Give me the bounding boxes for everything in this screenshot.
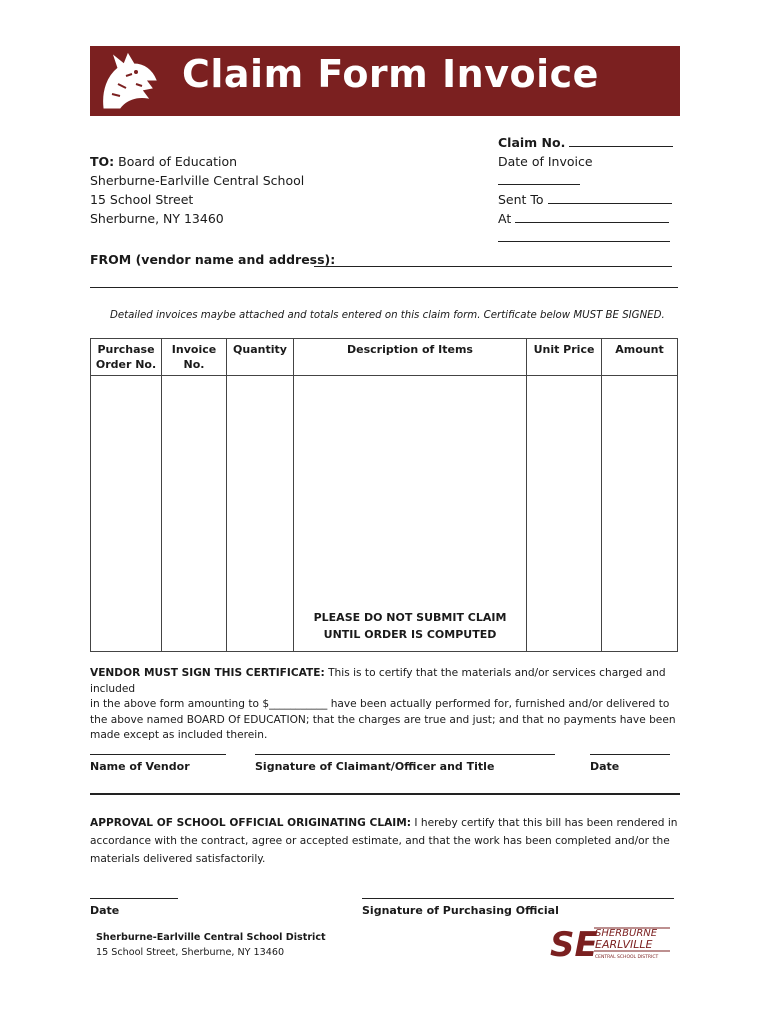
vendor-certificate [90, 666, 680, 744]
claim-block [498, 133, 678, 247]
to-name: Board of Education [114, 154, 238, 169]
sent-to-field[interactable] [548, 191, 672, 204]
to-line2: Sherburne-Earlville Central School [90, 173, 305, 188]
date-of-invoice-field[interactable] [498, 172, 580, 185]
logo-line2: EARLVILLE [595, 938, 653, 951]
from-field-line2[interactable] [90, 287, 678, 288]
to-line4: Sherburne, NY 13460 [90, 211, 224, 226]
vendor-cert-text3: the above named BOARD Of EDUCATION; that the charges are true and just; and that no payments have been [90, 713, 676, 726]
cell-description[interactable] [294, 376, 527, 652]
to-line3: 15 School Street [90, 192, 194, 207]
col-purchase-order: Purchase Order No. [91, 339, 162, 376]
signature-purchasing-label: Signature of Purchasing Official [362, 904, 559, 917]
name-of-vendor-label: Name of Vendor [90, 760, 190, 773]
from-label: FROM (vendor name and address): [90, 252, 336, 267]
vendor-cert-text2: in the above form amounting to $___________ have been actually performed for, furnished and/or delivered to [90, 698, 670, 710]
vendor-date-label: Date [590, 760, 620, 773]
purchasing-signature-line[interactable] [362, 898, 674, 899]
date-of-invoice-label: Date of Invoice [498, 154, 593, 169]
footer-street: 15 School Street, Sherburne, NY 13460 [96, 947, 285, 958]
instruction-text: Detailed invoices maybe attached and totals entered on this claim form. Certificate below MUST BE SIGNED. [110, 310, 665, 321]
to-block [90, 152, 304, 228]
sent-to-label: Sent To [498, 192, 544, 207]
footer-address [96, 930, 326, 960]
signature-claimant-label: Signature of Claimant/Officer and Title [255, 760, 495, 773]
vendor-name-line[interactable] [90, 754, 226, 755]
items-table [90, 338, 678, 652]
se-district-logo-icon [548, 920, 672, 962]
footer-district: Sherburne-Earlville Central School District [96, 932, 326, 943]
claim-no-label: Claim No. [498, 135, 566, 150]
logo-letters: SE [550, 925, 598, 962]
at-label: At [498, 211, 512, 226]
col-description: Description of Items [294, 339, 527, 376]
col-unit-price: Unit Price [527, 339, 602, 376]
col-amount: Amount [602, 339, 678, 376]
vendor-cert-text1: This is to certify that the materials and/or services charged and included [90, 667, 666, 695]
page-title: Claim Form Invoice [182, 52, 599, 96]
cell-amount[interactable] [602, 376, 678, 652]
claimant-signature-line[interactable] [255, 754, 555, 755]
approval-text1: I hereby certify that this bill has been rendered in [411, 817, 678, 829]
logo-line3: CENTRAL SCHOOL DISTRICT [595, 955, 659, 960]
from-field-line1[interactable] [314, 266, 672, 267]
approval-date-label: Date [90, 904, 120, 917]
table-row [91, 376, 678, 652]
notice-line1: PLEASE DO NOT SUBMIT CLAIM [313, 611, 507, 624]
section-divider [90, 793, 680, 795]
vendor-cert-lead: VENDOR MUST SIGN THIS CERTIFICATE: [90, 667, 325, 679]
cell-unit-price[interactable] [527, 376, 602, 652]
cell-quantity[interactable] [227, 376, 294, 652]
approval-text2: accordance with the contract, agree or accepted estimate, and that the work has been completed and/or the [90, 835, 670, 847]
vendor-date-line[interactable] [590, 754, 670, 755]
col-quantity: Quantity [227, 339, 294, 376]
table-header-row [91, 339, 678, 376]
approval-date-line[interactable] [90, 898, 178, 899]
col-invoice-no: Invoice No. [162, 339, 227, 376]
cell-invoice-no[interactable] [162, 376, 227, 652]
wolf-head-icon [96, 50, 164, 112]
approval-lead: APPROVAL OF SCHOOL OFFICIAL ORIGINATING CLAIM: [90, 817, 411, 829]
at-extra-field[interactable] [498, 229, 670, 242]
approval-text3: materials delivered satisfactorily. [90, 853, 266, 865]
cell-purchase-order[interactable] [91, 376, 162, 652]
to-label: TO: [90, 154, 115, 169]
header-banner [90, 46, 680, 116]
at-field[interactable] [515, 210, 669, 223]
logo-line1: SHERBURNE [595, 928, 658, 939]
vendor-cert-text4: made except as included therein. [90, 729, 268, 741]
approval-certificate [90, 814, 680, 868]
notice-line2: UNTIL ORDER IS COMPUTED [323, 628, 497, 641]
claim-no-field[interactable] [569, 134, 673, 147]
